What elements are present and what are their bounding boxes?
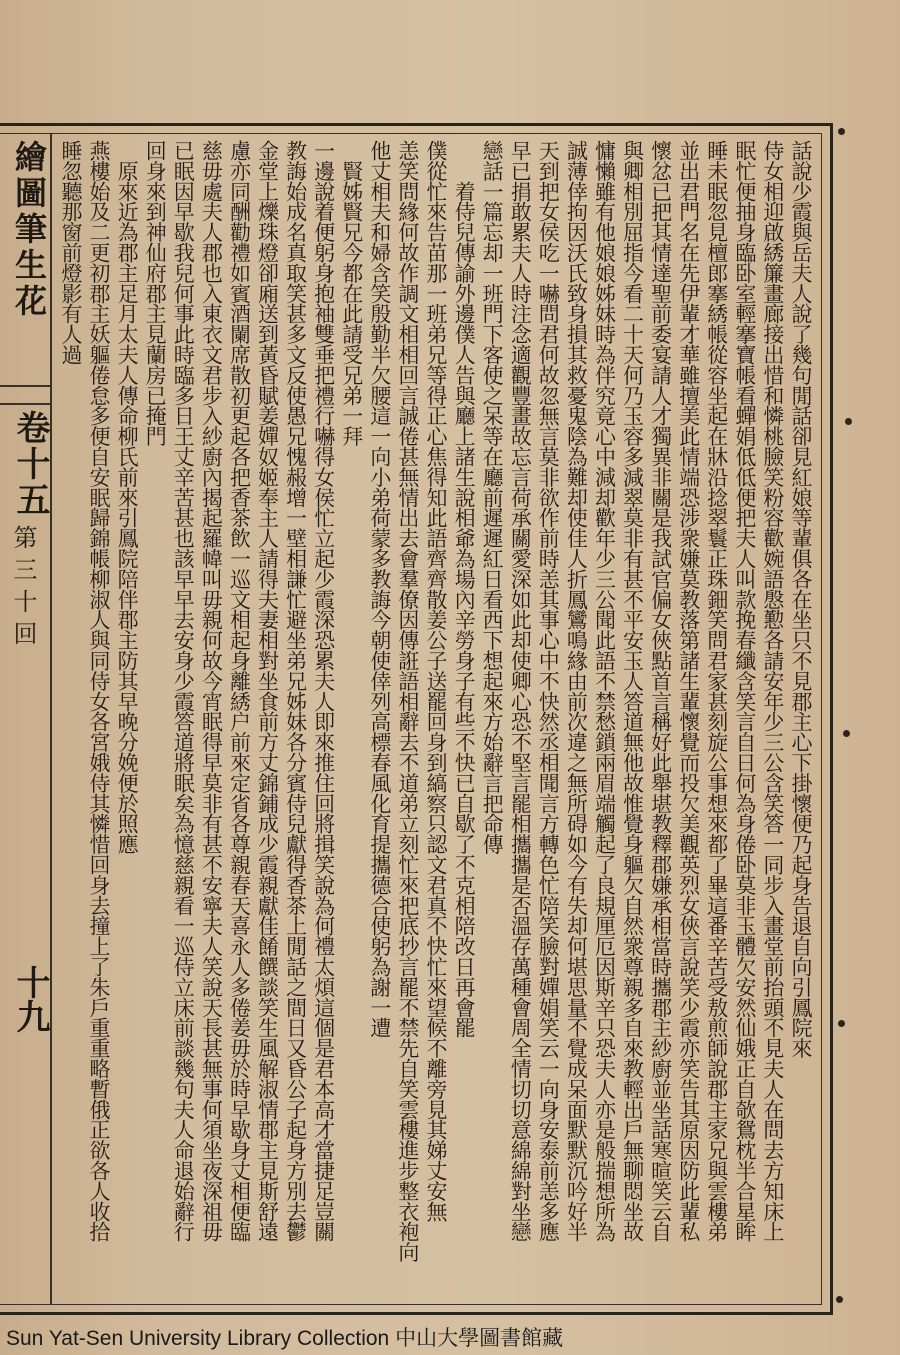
text-column: 賢姊賢兄今都在此請受兄弟一拜 (339, 140, 364, 447)
text-column: 慵懶雖有他娘娘姊妹時為伴究竟心中減却歡年少三公聞此語不禁愁鎖兩眉端觸起了良規厘厄因斯辛只恐夫人亦是般揣想所為 (592, 140, 617, 1242)
text-column: 慈毋處夫人郡也入東衣文君步入紗廚內揭起羅幃叫毋親何故今宵眠得早莫非有甚不安寧夫人笑說天長甚無事何須坐夜深祖毋 (199, 140, 224, 1242)
binding-hole (836, 1296, 843, 1303)
text-column: 睡未眠忽見檀郎搴綉帳從容坐起在牀沿捻翠鬟正珠鈿笑問君家甚刻旋公事想來都了畢這番辛苦受敖煎師說郡主家兄與雲樓弟 (704, 140, 729, 1242)
text-column: 睡忽聽那窗前燈影有人過 (58, 140, 83, 365)
book-title: 繪圖筆生花 (10, 140, 48, 320)
text-column: 已眠因早歇我兒何事此時臨多日王丈辛苦甚也該早早去安身少霞答道將眠矣為憶慈親看一巡侍立床前談幾句夫人命退始辭行 (171, 140, 196, 1242)
binding-hole (838, 1020, 845, 1027)
text-column: 眠忙便抽身臨卧室輕搴寶帳看蟬娟低低便把夫人叫款挽春纖含笑言自日何為身倦卧莫非玉體欠安然仙娥正自欹鴛枕半合星眸 (732, 140, 757, 1242)
leaf-number: 十九 (10, 965, 50, 1033)
binding-hole (838, 128, 845, 135)
text-column: 着侍兒傳諭外邊僕人告與廳上諸生說相爺為場內辛勞身子有些不快已自歇了不克相陪改日再會罷 (452, 140, 477, 1038)
text-column: 金堂上爍珠燈卻廂送到黃昏賦姜嬋奴姬奉主人請得夫妻相對坐食前方丈錦鋪成少霞親獻佳餚饌談笑生風解淑情郡主見斯舒遠 (255, 140, 280, 1242)
text-column: 早已捐敢累夫人時注念適觀豐畫故忘言荷承關愛深如此却使卿心恐不堅言罷相攜攜是否溫存萬種會周全情切切意綿綿對坐戀 (508, 140, 533, 1242)
text-column: 回身來到神仙府郡主見蘭房已掩門 (143, 140, 168, 447)
volume-label: 卷十五 (10, 410, 50, 518)
text-column: 並出君門名在先伊輩才華雖擅美此情端恐涉衆嫌莫教落第諸生輩懷覺而投欠美觀英烈女俠言說笑少霞亦笑告其原因防此輩私 (676, 140, 701, 1242)
collection-caption: Sun Yat-Sen University Library Collection 中山大學圖書館藏 (6, 1327, 564, 1350)
text-column: 一邊說着便躬身抱袖雙垂把禮行嚇得女侯忙立起少霞深恐累夫人即來推住回將揖笑說為何禮太煩這個是君本高才當捷足豈關 (311, 140, 336, 1242)
text-column: 誠薄倖拘因沃氏致身損其救憂鬼陰為難却使佳人折鳳鸞鳴緣由前次違之無所碍如今有失却何堪思量不覺成呆面默默沉吟好半 (564, 140, 589, 1242)
fishtail-mark (0, 385, 52, 405)
text-column: 燕樓始及二更初郡主妖軀倦怠多便自安眠歸錦帳柳淑人與同侍女各宮娥侍其憐惜回身去撞上了朱戶重重略暫俄正欲各人收拾 (87, 140, 112, 1242)
text-column: 侍女相迎啟綉簾畫廊接出惜和憐桃臉笑粉容歡婉語慇懃各請安年少三公含笑答一同步入畫堂前抬頭不見夫人在問去方知床上 (760, 140, 785, 1242)
text-column: 天到把女侯吃一嚇問君何故忽無言莫非欲作前時恙其事心中不快然丞相聞言方轉色忙陪笑臉對嬋娟笑云一向身安泰前恙多應 (536, 140, 561, 1242)
text-column: 他丈相夫和婦含笑殷勤半欠腰這一向小弟荷蒙多教誨今朝使倖列高標春風化育提攜德合使躬為謝一遭 (367, 140, 392, 1038)
text-column: 慮亦同酬勸禮如賓酒闌席散初更起各把香茶飲一巡文相起身離綉户前來定省各尊親春天喜永人多倦姜毋於時早歇身丈相便臨 (227, 140, 252, 1242)
text-column: 教誨始成名真取笑甚多文反使愚兄愧赧增一壁相謙忙避坐弟兄姊妹各分賓侍兒獻得香茶上閒話之間日又昏公子起身方別去鬱 (283, 140, 308, 1242)
binding-hole (845, 418, 852, 425)
text-column: 懷忿已把其情達聖前委宴請人才獨異非關是我試官偏女俠點首言稱好此舉堪教釋郡嫌承相當時攜郡主紗廚並坐話寒暄笑云自 (648, 140, 673, 1242)
text-column: 話說少霞與岳夫人說了幾句閒話卻見紅娘等輩俱各在坐只不見郡主心下掛懷便乃起身告退自向引鳳院來 (789, 140, 813, 1059)
binding-hole (843, 730, 850, 737)
main-text-block (58, 140, 816, 1300)
text-column: 原來近為郡主足月太夫人傳命柳氏前來引鳳院陪伴郡主防其早晚分娩便於照應 (115, 140, 140, 855)
chapter-label: 第三十回 (9, 525, 37, 653)
text-column: 僕從忙來告苗那一班弟兄等得正心焦得知此語齊齊散姜公子送罷回身到縞察只認文君真不快忙來望候不離旁見其娣丈安無 (423, 140, 448, 1222)
text-column: 與卿相別屈指今看二十天何乃玉容多減翠莫非有甚不平安玉人答道無他故惟覺身軀欠自然衆尊親多自來教輕出戶無聊悶坐故 (620, 140, 645, 1242)
text-column: 恙笑問緣何故作調文相相回言誠倦甚無情出去會羣僚因傳誑語相辭去不道弟立刻忙來把底抄言罷不禁先自笑雲樓進步整衣袍向 (395, 140, 420, 1263)
text-column: 戀話一篇忘却一班門下客使之呆等在廳前遲遲紅日看西下想起來方始辭言把命傳 (480, 140, 505, 855)
